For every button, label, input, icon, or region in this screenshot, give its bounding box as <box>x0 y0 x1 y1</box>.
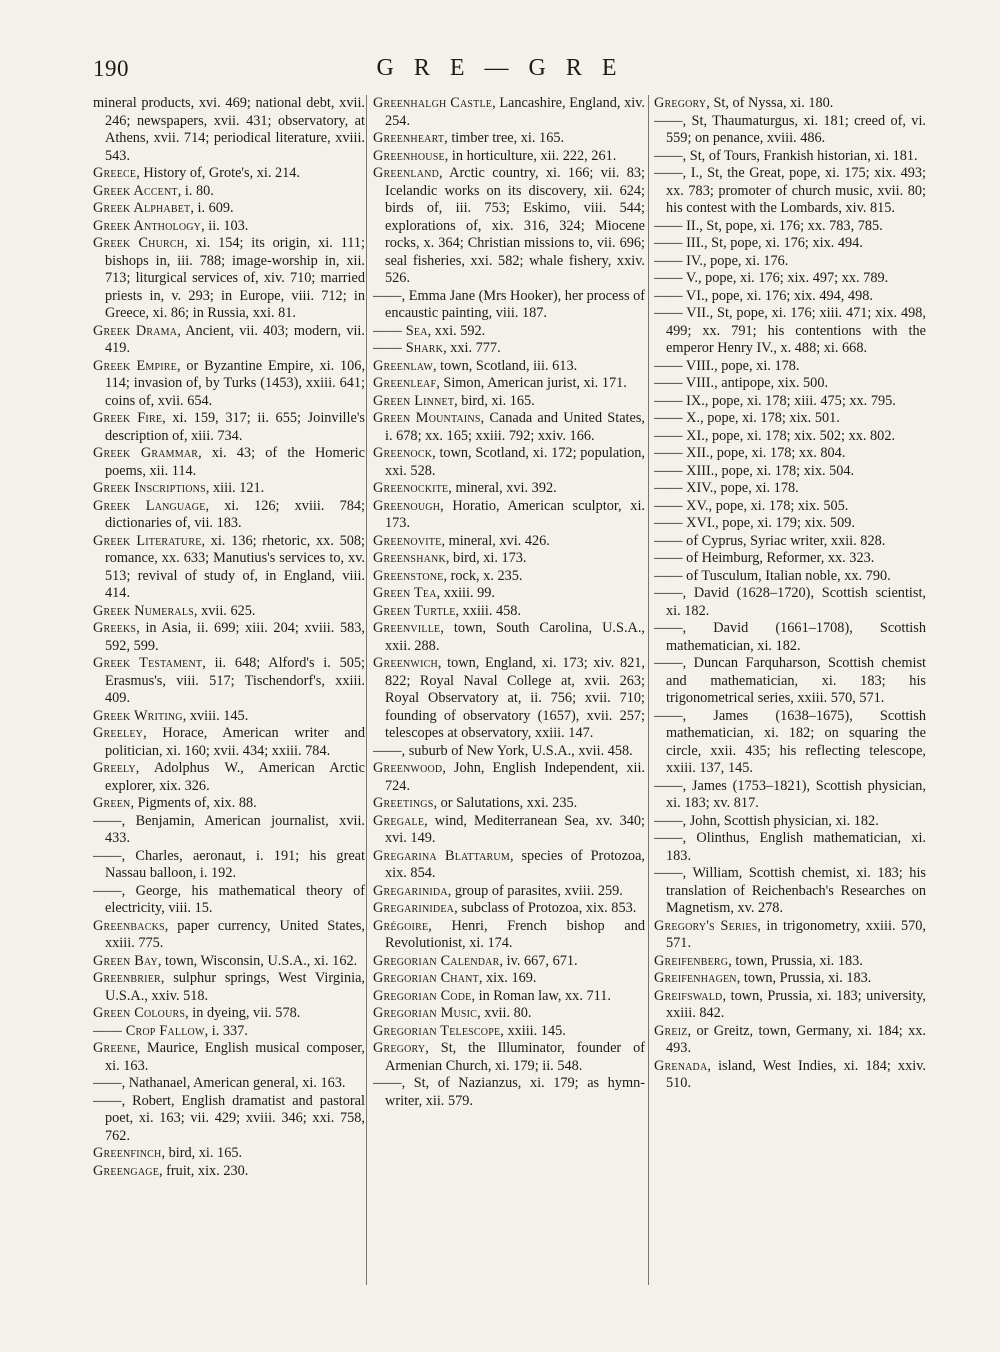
entry-headword: Greenfinch <box>93 1145 162 1161</box>
entry-headword: Greenland <box>373 165 440 181</box>
entry-text: —— of Heimburg, Reformer, xx. 323. <box>654 550 875 566</box>
entry-headword: Gregorian Code <box>373 987 472 1004</box>
index-entry <box>654 778 926 813</box>
index-entry <box>373 445 645 480</box>
entry-headword: Greek Fire <box>93 410 163 426</box>
entry-text: , fruit, xix. 230. <box>159 1162 249 1179</box>
index-entry <box>373 288 645 323</box>
index-entry <box>93 183 365 201</box>
entry-headword: Grégoire <box>373 917 429 934</box>
entry-text: , group of parasites, xviii. 259. <box>447 882 623 899</box>
entry-text: , Canada and United States, i. 678; xx. 165; xxiii. 792; xxiv. 166. <box>385 410 645 444</box>
index-entry <box>373 410 645 445</box>
entry-headword: Greece <box>93 165 137 181</box>
entry-text: ——, St, Thaumaturgus, xi. 181; creed of, vi. 559; on penance, xviii. 486. <box>654 112 926 146</box>
page-number: 190 <box>93 56 129 81</box>
entry-text: , in horticulture, xii. 222, 261. <box>444 147 617 164</box>
entry-headword: Greeks <box>93 620 137 636</box>
entry-text: , Horace, American writer and politician, xi. 160; xvii. 434; xxiii. 784. <box>105 725 365 759</box>
entry-text: —— X., pope, xi. 178; xix. 501. <box>654 410 840 426</box>
entry-text: ——, Emma Jane (Mrs Hooker), her process of encaustic painting, viii. 187. <box>373 287 645 321</box>
entry-headword: Greek Church <box>93 235 185 251</box>
entry-headword: Greenbrier <box>93 970 161 986</box>
index-entry <box>373 970 645 988</box>
entry-headword: Gregorian Calendar <box>373 952 500 969</box>
column-divider <box>648 95 649 1285</box>
entry-headword: Green Mountains <box>373 410 481 426</box>
entry-text: , iv. 667, 671. <box>499 952 578 969</box>
index-entry <box>654 585 926 620</box>
index-entry <box>654 165 926 218</box>
entry-text: , xi. 154; its origin, xi. 111; bishops in, iii. 788; image-worship in, xii. 713; liturgical services of, xiv. 710; married priests in, v. 293; in Europe, viii. 712; in Greece, xi. 86; in Russia, xxi. 81. <box>105 235 365 321</box>
index-entry <box>373 550 645 568</box>
index-entry <box>93 445 365 480</box>
entry-headword: Greenovite <box>373 532 442 549</box>
entry-text: , i. 337. <box>204 1022 248 1039</box>
entry-text: , subclass of Protozoa, xix. 853. <box>454 900 637 916</box>
entry-text: , bird, xi. 165. <box>161 1145 243 1161</box>
index-entry <box>654 445 926 463</box>
entry-headword: Greek Drama <box>93 322 178 339</box>
index-entry <box>93 655 365 708</box>
entry-text: —— of Cyprus, Syriac writer, xxii. 828. <box>654 532 886 549</box>
index-entry <box>373 1005 645 1023</box>
index-entry <box>373 375 645 393</box>
entry-text: , town, Prussia, xi. 183; university, xxiii. 842. <box>666 987 926 1021</box>
index-entry <box>373 900 645 918</box>
entry-text: , town, South Carolina, U.S.A., xxii. 288. <box>385 620 645 654</box>
entry-text: ——, Olinthus, English mathematician, xi. 183. <box>654 830 926 864</box>
entry-text: , town, Wisconsin, U.S.A., xi. 162. <box>157 952 358 969</box>
entry-text: , St, of Nyssa, xi. 180. <box>706 95 834 111</box>
entry-headword: Greenshank <box>373 550 446 566</box>
index-entry <box>93 620 365 655</box>
index-entry <box>373 1040 645 1075</box>
index-entry <box>654 218 926 236</box>
entry-text: ——, Duncan Farquharson, Scottish chemist and mathematician, xi. 183; his trigonometrical series, xxiii. 570, 571. <box>654 655 926 706</box>
entry-headword: Gregarinidea <box>373 900 455 916</box>
index-entry <box>654 865 926 918</box>
index-entry <box>93 358 365 411</box>
entry-text: —— XI., pope, xi. 178; xix. 502; xx. 802. <box>654 427 896 444</box>
entry-text: , in dyeing, vii. 578. <box>185 1005 301 1021</box>
entry-text: —— II., St, pope, xi. 176; xx. 783, 785. <box>654 217 883 234</box>
index-entry <box>373 953 645 971</box>
index-entry <box>654 463 926 481</box>
entry-headword: Greenockite <box>373 480 449 496</box>
entry-headword: Grenada <box>654 1057 708 1074</box>
entry-text: —— VII., St, pope, xi. 176; xiii. 471; xix. 498, 499; xx. 791; his contentions with the emperor Henry IV., x. 488; xi. 668. <box>654 305 926 356</box>
entry-headword: Green Linnet <box>373 392 455 409</box>
entry-headword: Greiz <box>654 1022 688 1039</box>
running-head: G R E — G R E <box>376 55 624 81</box>
entry-text: ——, James (1753–1821), Scottish physician, xi. 183; xv. 817. <box>654 777 926 811</box>
index-entry <box>373 568 645 586</box>
entry-text: —— VIII., pope, xi. 178. <box>654 357 800 374</box>
index-entry <box>654 480 926 498</box>
entry-text: , town, England, xi. 173; xiv. 821, 822; Royal Naval College at, xvii. 263; Royal Observatory at, ii. 756; xvii. 710; founding of observatory (1657), xvii. 257; telescopes at observatory, xxiii. 147. <box>385 655 645 741</box>
index-entry <box>373 1023 645 1041</box>
entry-text: ——, I., St, the Great, pope, xi. 175; xix. 493; xx. 783; promoter of church music, xvii. 80; his contest with the Lombards, xiv. 815. <box>654 165 926 216</box>
index-entry <box>654 830 926 865</box>
entry-headword: Gregory <box>654 95 707 111</box>
entry-headword: Gregorian Telescope <box>373 1022 501 1039</box>
entry-headword: Greek Grammar <box>93 445 199 461</box>
index-entry <box>654 515 926 533</box>
entry-text: , or Byzantine Empire, xi. 106, 114; invasion of, by Turks (1453), xxiii. 641; coins of, xvii. 654. <box>105 357 365 409</box>
index-entry <box>373 848 645 883</box>
entry-headword: Greenleaf <box>373 375 437 391</box>
entry-headword: Greeley <box>93 725 144 741</box>
index-entry <box>93 95 365 165</box>
index-entry <box>93 708 365 726</box>
entry-headword: Greene <box>93 1040 137 1056</box>
index-entry <box>373 498 645 533</box>
index-entry <box>93 1093 365 1146</box>
entry-headword: Greek Inscriptions <box>93 480 206 496</box>
entry-headword: Greek Writing <box>93 707 183 724</box>
entry-text: , in Asia, ii. 699; xiii. 204; xviii. 583, 592, 599. <box>105 620 365 654</box>
entry-text: —— XVI., pope, xi. 179; xix. 509. <box>654 515 855 531</box>
index-entry <box>654 620 926 655</box>
entry-text: —— XII., pope, xi. 178; xx. 804. <box>654 445 846 461</box>
entry-headword: —— Crop Fallow <box>93 1022 205 1039</box>
index-entry <box>654 393 926 411</box>
index-entry <box>93 235 365 323</box>
index-entry <box>654 655 926 708</box>
entry-text: , timber tree, xi. 165. <box>444 130 565 146</box>
entry-headword: Green Colours <box>93 1005 186 1021</box>
entry-text: , or Greitz, town, Germany, xi. 184; xx. 493. <box>666 1022 926 1056</box>
entry-text: , wind, Mediterranean Sea, xv. 340; xvi. 149. <box>385 812 645 846</box>
entry-headword: Greenstone <box>373 567 444 584</box>
entry-text: , ii. 103. <box>201 217 249 234</box>
entry-text: —— III., St, pope, xi. 176; xix. 494. <box>654 235 863 251</box>
entry-text: , island, West Indies, xi. 184; xxiv. 510. <box>666 1057 926 1091</box>
entry-text: , xxi. 777. <box>443 340 501 356</box>
entry-text: ——, Nathanael, American general, xi. 163. <box>93 1075 346 1091</box>
entry-headword: Greetings <box>373 795 434 811</box>
index-entry <box>373 988 645 1006</box>
index-entry <box>654 498 926 516</box>
entry-text: —— XIV., pope, xi. 178. <box>654 480 799 496</box>
entry-headword: Green Bay <box>93 952 158 969</box>
index-entry <box>373 760 645 795</box>
entry-headword: Greek Empire <box>93 357 177 374</box>
index-entry <box>93 498 365 533</box>
entry-headword: Gregarina Blattarum <box>373 847 510 864</box>
entry-text: , town, Prussia, xi. 183. <box>728 952 863 969</box>
index-entry <box>93 1075 365 1093</box>
entry-text: , xviii. 145. <box>182 707 249 724</box>
index-entry <box>93 533 365 603</box>
index-entry <box>93 200 365 218</box>
index-entry <box>93 918 365 953</box>
index-entry <box>373 655 645 743</box>
index-column-3 <box>654 95 926 1295</box>
entry-headword: Greenhouse <box>373 147 445 164</box>
index-entry <box>93 218 365 236</box>
entry-text: , Simon, American jurist, xi. 171. <box>436 375 627 391</box>
index-entry <box>373 795 645 813</box>
entry-text: , Arctic country, xi. 166; vii. 83; Icelandic works on its discovery, xii. 624; birds of, iii. 753; Eskimo, viii. 544; explorations of, xix. 316, 324; Miocene rocks, x. 364; Christian missions to, vii. 696; seal fisheries, xxi. 582; whale fishery, xxiv. 526. <box>385 165 645 286</box>
index-entry <box>93 1023 365 1041</box>
entry-text: ——, John, Scottish physician, xi. 182. <box>654 812 879 829</box>
entry-text: , sulphur springs, West Virginia, U.S.A., xxiv. 518. <box>105 970 365 1004</box>
index-entry <box>654 1023 926 1058</box>
entry-text: , xxiii. 99. <box>436 585 496 601</box>
index-entry <box>93 813 365 848</box>
entry-text: , xxiii. 458. <box>455 602 522 619</box>
entry-text: , Maurice, English musical composer, xi. 163. <box>105 1040 365 1074</box>
index-column-1 <box>93 95 365 1295</box>
entry-text: , Horatio, American sculptor, xi. 173. <box>385 497 645 531</box>
entry-text: , i. 80. <box>177 182 214 199</box>
entry-text: ——, David (1661–1708), Scottish mathematician, xi. 182. <box>654 620 926 654</box>
entry-text: , mineral, xvi. 426. <box>441 532 550 549</box>
entry-headword: Greenwood <box>373 760 443 776</box>
index-entry <box>654 288 926 306</box>
index-entry <box>93 1040 365 1075</box>
entry-headword: Greenwich <box>373 655 438 671</box>
entry-text: —— of Tusculum, Italian noble, xx. 790. <box>654 567 891 584</box>
entry-text: , xxi. 592. <box>427 322 486 339</box>
column-divider <box>366 95 367 1285</box>
entry-headword: Greek Language <box>93 497 206 514</box>
entry-text: , Pigments of, xix. 88. <box>130 795 257 811</box>
entry-text: , species of Protozoa, xix. 854. <box>385 847 645 881</box>
index-entry <box>654 358 926 376</box>
entry-text: , Adolphus W., American Arctic explorer, xix. 326. <box>105 760 365 794</box>
entry-headword: —— Shark <box>373 340 444 356</box>
index-entry <box>93 795 365 813</box>
entry-text: , xxiii. 145. <box>500 1022 566 1039</box>
index-entry <box>93 165 365 183</box>
index-entry <box>654 568 926 586</box>
entry-text: , xiii. 121. <box>205 480 265 496</box>
index-entry <box>373 620 645 655</box>
entry-text: , St, the Illuminator, founder of Armenian Church, xi. 179; ii. 548. <box>385 1040 645 1074</box>
entry-headword: —— Sea <box>373 322 428 339</box>
entry-text: ——, St, of Nazianzus, xi. 179; as hymn-writer, xii. 579. <box>373 1075 645 1109</box>
entry-text: ——, George, his mathematical theory of electricity, viii. 15. <box>93 882 365 916</box>
entry-text: , town, Scotland, iii. 613. <box>433 357 578 374</box>
index-entry <box>93 410 365 445</box>
index-entry <box>654 305 926 358</box>
entry-text: , xi. 159, 317; ii. 655; Joinville's description of, xiii. 734. <box>105 410 365 444</box>
entry-headword: Greek Literature <box>93 532 202 549</box>
entry-text: , town, Scotland, xi. 172; population, xxi. 528. <box>385 445 645 479</box>
entry-text: , Henri, French bishop and Revolutionist, xi. 174. <box>385 917 645 951</box>
entry-text: , Ancient, vii. 403; modern, vii. 419. <box>105 322 365 356</box>
entry-text: ——, James (1638–1675), Scottish mathematician, xi. 182; on squaring the circle, xxii. 435; his reflecting telescope, xxiii. 137, 145. <box>654 707 926 776</box>
index-entry <box>654 113 926 148</box>
entry-headword: Greifswald <box>654 987 723 1004</box>
entry-headword: Greely <box>93 760 136 776</box>
entry-headword: Gregory <box>373 1040 426 1056</box>
entry-text: ——, William, Scottish chemist, xi. 183; his translation of Reichenbach's Researches on Magnetism, xv. 278. <box>654 865 926 916</box>
entry-headword: Greenville <box>373 620 441 636</box>
index-entry <box>93 725 365 760</box>
index-entry <box>654 550 926 568</box>
entry-text: , History of, Grote's, xi. 214. <box>136 165 301 181</box>
index-entry <box>93 953 365 971</box>
index-entry <box>654 953 926 971</box>
entry-headword: Greek Anthology <box>93 217 202 234</box>
entry-headword: Gregory's Series <box>654 917 758 934</box>
index-entry <box>93 480 365 498</box>
entry-headword: Greek Accent <box>93 182 178 199</box>
entry-text: —— IV., pope, xi. 176. <box>654 252 789 269</box>
entry-text: ——, Robert, English dramatist and pastoral poet, xi. 163; vii. 429; xviii. 346; xxi. 758, 762. <box>93 1092 365 1144</box>
index-entry <box>93 1163 365 1181</box>
entry-text: , rock, x. 235. <box>443 567 523 584</box>
entry-text: —— XV., pope, xi. 178; xix. 505. <box>654 497 849 514</box>
index-entry <box>654 375 926 393</box>
index-entry <box>373 1075 645 1110</box>
entry-headword: Greenough <box>373 497 441 514</box>
entry-text: , mineral, xvi. 392. <box>448 480 557 496</box>
entry-headword: Greifenberg <box>654 952 729 969</box>
index-entry <box>654 270 926 288</box>
index-column-2 <box>373 95 645 1295</box>
entry-headword: Greenheart <box>373 130 445 146</box>
index-entry <box>373 340 645 358</box>
entry-headword: Gregorian Music <box>373 1005 478 1021</box>
index-entry <box>93 1145 365 1163</box>
entry-headword: Green Tea <box>373 585 437 601</box>
entry-text: , or Salutations, xxi. 235. <box>433 795 578 811</box>
entry-text: ——, St, of Tours, Frankish historian, xi. 181. <box>654 147 918 164</box>
entry-text: , xi. 43; of the Homeric poems, xii. 114. <box>105 445 365 479</box>
index-entry <box>93 323 365 358</box>
index-entry <box>373 165 645 288</box>
index-entry <box>654 428 926 446</box>
index-entry <box>373 813 645 848</box>
entry-text: , Lancashire, England, xiv. 254. <box>385 95 645 129</box>
entry-text: —— VIII., antipope, xix. 500. <box>654 375 829 391</box>
entry-headword: Greifenhagen <box>654 970 737 986</box>
entry-text: —— V., pope, xi. 176; xix. 497; xx. 789. <box>654 270 889 286</box>
entry-headword: Greenbacks <box>93 917 165 934</box>
entry-text: ——, suburb of New York, U.S.A., xvii. 458. <box>373 742 633 759</box>
index-entry <box>373 130 645 148</box>
index-entry <box>654 813 926 831</box>
index-entry <box>654 410 926 428</box>
index-entry <box>373 358 645 376</box>
entry-headword: Gregale <box>373 812 425 829</box>
entry-headword: Greenock <box>373 445 433 461</box>
entry-text: —— IX., pope, xi. 178; xiii. 475; xx. 795. <box>654 392 896 409</box>
entry-headword: Green Turtle <box>373 602 456 619</box>
index-entry <box>654 1058 926 1093</box>
index-entry <box>93 603 365 621</box>
index-entry <box>373 533 645 551</box>
index-entry <box>654 970 926 988</box>
entry-text: , bird, xi. 173. <box>445 550 527 566</box>
index-entry <box>373 323 645 341</box>
index-entry <box>654 95 926 113</box>
entry-text: , bird, xi. 165. <box>454 392 535 409</box>
index-entry <box>373 918 645 953</box>
entry-text: —— XIII., pope, xi. 178; xix. 504. <box>654 462 855 479</box>
entry-text: , xi. 126; xviii. 784; dictionaries of, vii. 183. <box>105 497 365 531</box>
entry-headword: Greek Testament <box>93 655 203 671</box>
entry-headword: Greek Numerals <box>93 602 194 619</box>
entry-headword: Green <box>93 795 131 811</box>
entry-text: —— VI., pope, xi. 176; xix. 494, 498. <box>654 287 873 304</box>
index-entry <box>654 253 926 271</box>
entry-text: ——, Charles, aeronaut, i. 191; his great Nassau balloon, i. 192. <box>93 847 365 881</box>
index-entry <box>373 603 645 621</box>
entry-text: , xix. 169. <box>478 970 537 986</box>
entry-headword: Gregorian Chant <box>373 970 479 986</box>
entry-text: , paper currency, United States, xxiii. 775. <box>105 917 365 951</box>
entry-text: , in trigonometry, xxiii. 570, 571. <box>666 917 926 951</box>
entry-text: , ii. 648; Alford's i. 505; Erasmus's, viii. 517; Tischendorf's, xxiii. 409. <box>105 655 365 706</box>
index-entry <box>373 743 645 761</box>
index-entry <box>93 883 365 918</box>
index-entry <box>654 918 926 953</box>
index-entry <box>373 393 645 411</box>
index-entry <box>373 95 645 130</box>
entry-text: , xi. 136; rhetoric, xx. 508; romance, xx. 633; Manutius's services to, xv. 513; revival of study of, in England, viii. 414. <box>105 532 365 601</box>
index-entry <box>654 988 926 1023</box>
entry-headword: Greenlaw <box>373 357 434 374</box>
entry-text: , John, English Independent, xii. 724. <box>385 760 645 794</box>
index-entry <box>373 148 645 166</box>
entry-text: , in Roman law, xx. 711. <box>471 987 611 1004</box>
entry-text: ——, David (1628–1720), Scottish scientist, xi. 182. <box>654 585 926 619</box>
index-entry <box>654 148 926 166</box>
index-entry <box>93 848 365 883</box>
entry-headword: Greengage <box>93 1162 160 1179</box>
index-entry <box>654 235 926 253</box>
index-entry <box>93 760 365 795</box>
entry-text: , town, Prussia, xi. 183. <box>736 970 872 986</box>
entry-headword: Gregarinida <box>373 882 448 899</box>
entry-text: , i. 609. <box>190 200 234 216</box>
index-entry <box>373 480 645 498</box>
index-entry <box>654 708 926 778</box>
entry-text: ——, Benjamin, American journalist, xvii. 433. <box>93 812 365 846</box>
index-entry <box>373 585 645 603</box>
index-entry <box>373 883 645 901</box>
entry-headword: Greek Alphabet <box>93 200 191 216</box>
index-entry <box>654 533 926 551</box>
entry-text: mineral products, xvi. 469; national debt, xvii. 246; newspapers, xvii. 431; observatory, at Athens, xvii. 714; periodical literature, xviii. 543. <box>93 95 365 164</box>
index-entry <box>93 1005 365 1023</box>
entry-text: , xvii. 80. <box>477 1005 532 1021</box>
entry-text: , xvii. 625. <box>193 602 256 619</box>
entry-headword: Greenhalgh Castle <box>373 95 493 111</box>
index-entry <box>93 970 365 1005</box>
